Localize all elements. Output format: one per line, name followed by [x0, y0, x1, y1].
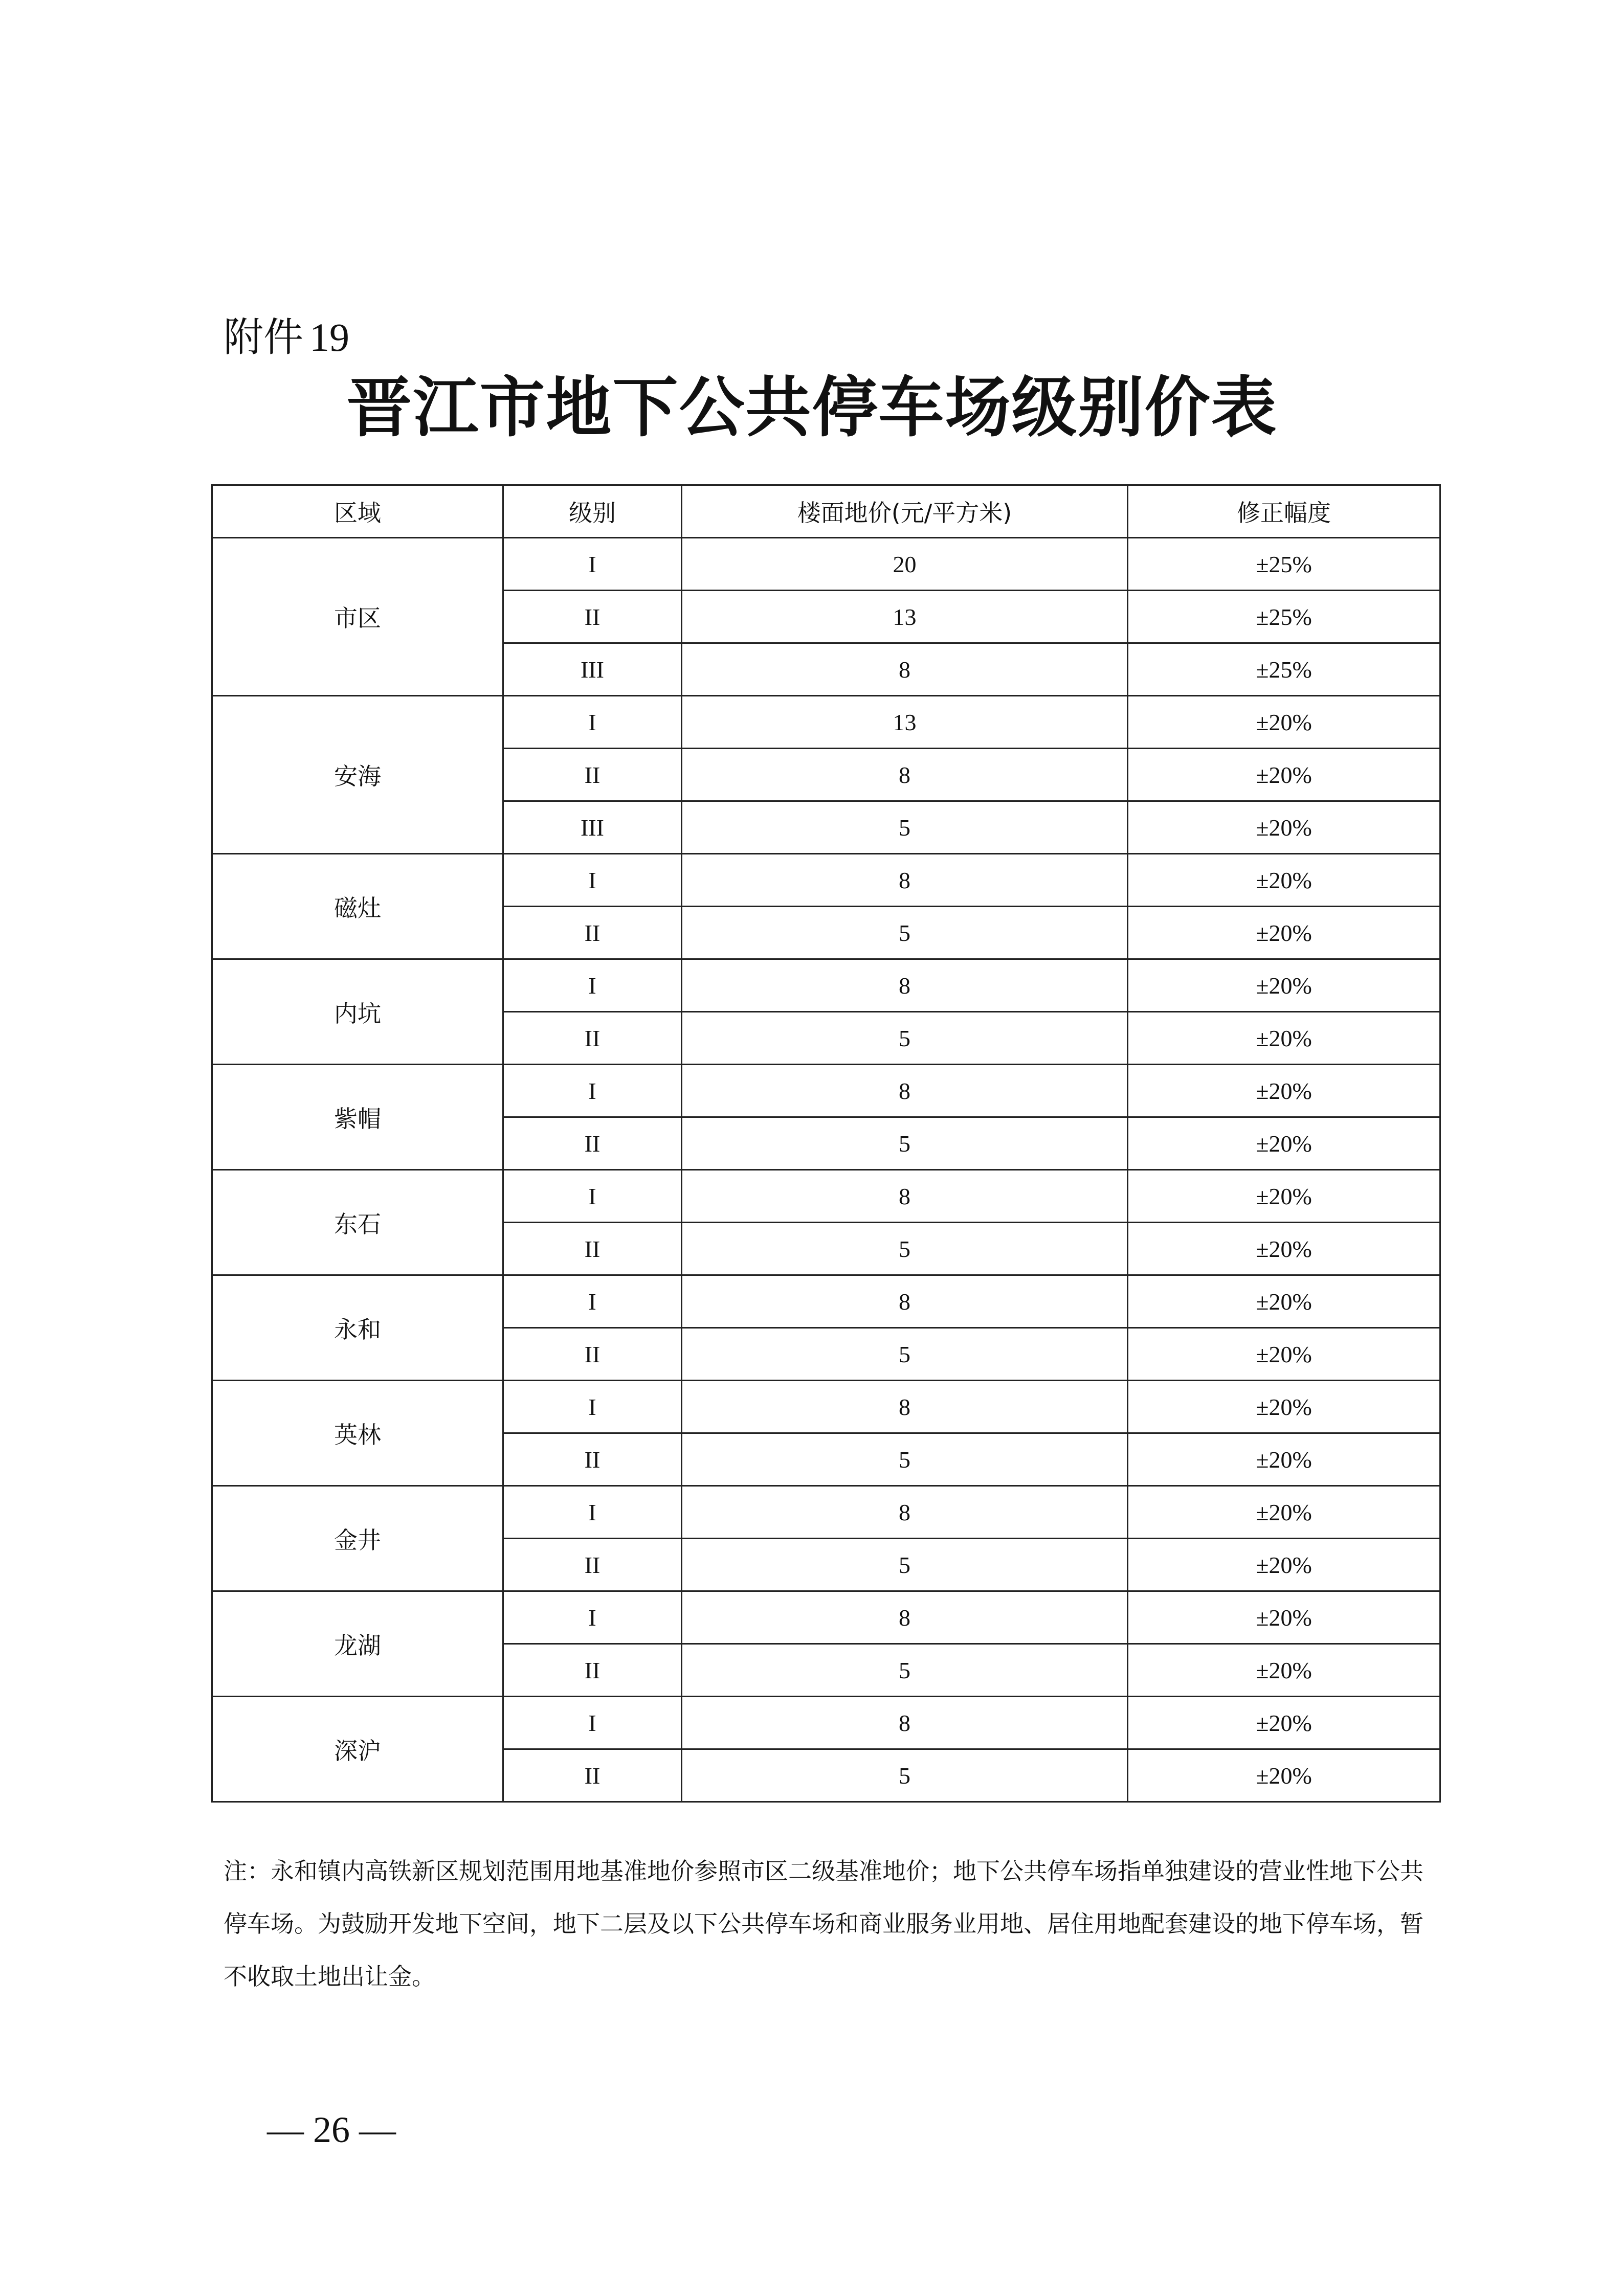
attachment-text: 附件	[224, 314, 304, 361]
level-cell: III	[503, 643, 682, 696]
range-cell: ±20%	[1128, 907, 1440, 959]
range-cell: ±20%	[1128, 1170, 1440, 1223]
level-cell: I	[503, 1170, 682, 1223]
level-cell: I	[503, 959, 682, 1012]
table-row	[212, 1381, 1440, 1433]
price-cell: 13	[682, 696, 1128, 749]
header-level: 级别	[503, 485, 682, 538]
price-cell: 8	[682, 1065, 1128, 1117]
table-row	[212, 1486, 1440, 1539]
price-cell: 5	[682, 1328, 1128, 1381]
range-cell: ±25%	[1128, 643, 1440, 696]
level-cell: II	[503, 1749, 682, 1802]
range-cell: ±20%	[1128, 1697, 1440, 1749]
region-cell: 永和	[212, 1275, 503, 1381]
region-cell: 安海	[212, 696, 503, 854]
price-cell: 8	[682, 854, 1128, 907]
price-cell: 13	[682, 591, 1128, 643]
range-cell: ±20%	[1128, 1381, 1440, 1433]
range-cell: ±20%	[1128, 1749, 1440, 1802]
range-cell: ±20%	[1128, 1117, 1440, 1170]
header-region: 区域	[212, 485, 503, 538]
region-cell: 磁灶	[212, 854, 503, 959]
range-cell: ±20%	[1128, 801, 1440, 854]
level-cell: II	[503, 1117, 682, 1170]
level-cell: II	[503, 1328, 682, 1381]
region-cell: 东石	[212, 1170, 503, 1275]
price-cell: 5	[682, 1012, 1128, 1065]
page-number: — 26 —	[267, 2109, 396, 2150]
level-cell: II	[503, 1433, 682, 1486]
level-cell: I	[503, 1065, 682, 1117]
level-cell: II	[503, 749, 682, 801]
level-cell: I	[503, 538, 682, 591]
range-cell: ±20%	[1128, 959, 1440, 1012]
price-cell: 8	[682, 1591, 1128, 1644]
range-cell: ±20%	[1128, 749, 1440, 801]
level-cell: I	[503, 696, 682, 749]
table-row	[212, 854, 1440, 907]
price-cell: 8	[682, 1275, 1128, 1328]
table-row	[212, 1065, 1440, 1117]
level-cell: II	[503, 907, 682, 959]
region-cell: 紫帽	[212, 1065, 503, 1170]
range-cell: ±20%	[1128, 1223, 1440, 1275]
price-cell: 5	[682, 1749, 1128, 1802]
region-cell: 龙湖	[212, 1591, 503, 1697]
level-cell: II	[503, 591, 682, 643]
price-cell: 5	[682, 801, 1128, 854]
range-cell: ±25%	[1128, 538, 1440, 591]
attachment-number: 19	[309, 315, 350, 359]
price-cell: 5	[682, 1117, 1128, 1170]
table-row	[212, 1275, 1440, 1328]
range-cell: ±25%	[1128, 591, 1440, 643]
region-cell: 英林	[212, 1381, 503, 1486]
price-table	[211, 484, 1441, 1803]
price-cell: 8	[682, 1170, 1128, 1223]
level-cell: III	[503, 801, 682, 854]
table-row	[212, 1591, 1440, 1644]
price-cell: 5	[682, 1433, 1128, 1486]
level-cell: I	[503, 1486, 682, 1539]
price-cell: 8	[682, 1697, 1128, 1749]
region-cell: 金井	[212, 1486, 503, 1591]
region-cell: 内坑	[212, 959, 503, 1065]
range-cell: ±20%	[1128, 1328, 1440, 1381]
price-cell: 20	[682, 538, 1128, 591]
price-cell: 8	[682, 749, 1128, 801]
table-body	[212, 538, 1440, 1802]
level-cell: II	[503, 1012, 682, 1065]
footnote: 注：永和镇内高铁新区规划范围用地基准地价参照市区二级基准地价；地下公共停车场指单独建设的营业性地下公共停车场。为鼓励开发地下空间，地下二层及以下公共停车场和商业服务业用地、居住用地配套建设的地下停车场，暂不收取土地出让金。	[224, 1857, 1423, 1990]
header-price: 楼面地价(元/平方米)	[682, 485, 1128, 538]
table-row	[212, 538, 1440, 591]
level-cell: II	[503, 1539, 682, 1591]
table-row	[212, 959, 1440, 1012]
level-cell: II	[503, 1644, 682, 1697]
range-cell: ±20%	[1128, 1486, 1440, 1539]
price-cell: 5	[682, 1223, 1128, 1275]
level-cell: II	[503, 1223, 682, 1275]
range-cell: ±20%	[1128, 1275, 1440, 1328]
range-cell: ±20%	[1128, 1644, 1440, 1697]
range-cell: ±20%	[1128, 1065, 1440, 1117]
page-title: 晋江市地下公共停车场级别价表	[346, 370, 1278, 446]
table-row	[212, 696, 1440, 749]
level-cell: I	[503, 1591, 682, 1644]
level-cell: I	[503, 854, 682, 907]
price-cell: 5	[682, 907, 1128, 959]
range-cell: ±20%	[1128, 1012, 1440, 1065]
region-cell: 深沪	[212, 1697, 503, 1802]
range-cell: ±20%	[1128, 1433, 1440, 1486]
range-cell: ±20%	[1128, 696, 1440, 749]
level-cell: I	[503, 1381, 682, 1433]
range-cell: ±20%	[1128, 1591, 1440, 1644]
header-range: 修正幅度	[1128, 485, 1440, 538]
range-cell: ±20%	[1128, 1539, 1440, 1591]
range-cell: ±20%	[1128, 854, 1440, 907]
price-cell: 8	[682, 959, 1128, 1012]
price-cell: 5	[682, 1539, 1128, 1591]
price-cell: 8	[682, 1381, 1128, 1433]
level-cell: I	[503, 1697, 682, 1749]
attachment-label	[224, 309, 349, 366]
price-cell: 8	[682, 643, 1128, 696]
table-header-row	[212, 485, 1440, 538]
price-cell: 5	[682, 1644, 1128, 1697]
table-row	[212, 1170, 1440, 1223]
price-cell: 8	[682, 1486, 1128, 1539]
level-cell: I	[503, 1275, 682, 1328]
region-cell: 市区	[212, 538, 503, 696]
table-row	[212, 1697, 1440, 1749]
